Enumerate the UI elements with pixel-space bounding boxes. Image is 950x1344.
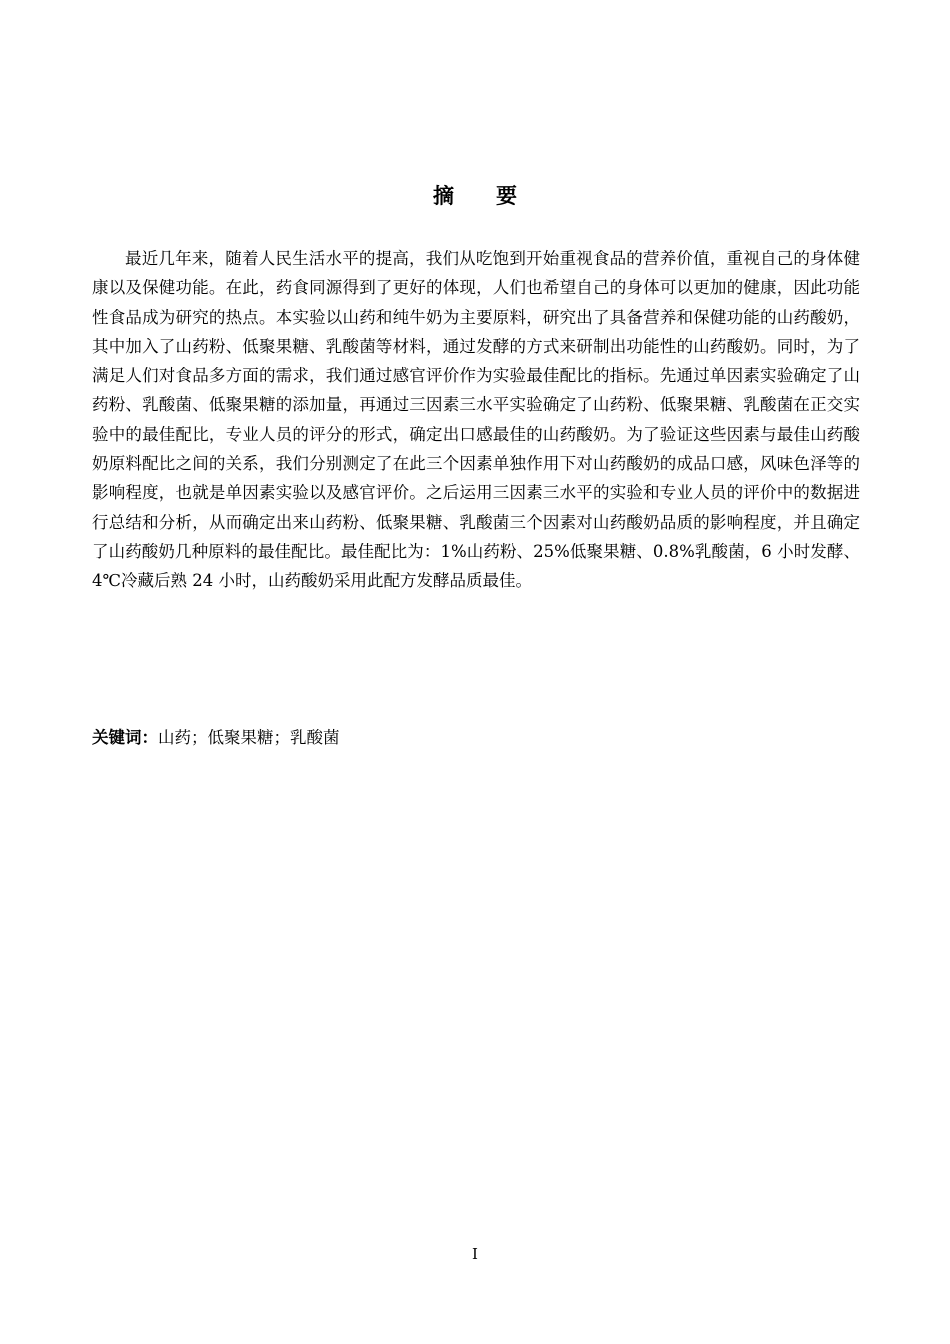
keywords-line [92, 723, 860, 752]
title-char-2: 要 [496, 184, 517, 208]
page-number: I [472, 1245, 478, 1263]
abstract-paragraph: 最近几年来，随着人民生活水平的提高，我们从吃饱到开始重视食品的营养价值，重视自己的身体健康以及保健功能。在此，药食同源得到了更好的体现，人们也希望自己的身体可以更加的健康，因此功能性食品成为研究的热点。本实验以山药和纯牛奶为主要原料，研究出了具备营养和保健功能的山药酸奶，其中加入了山药粉、低聚果糖、乳酸菌等材料，通过发酵的方式来研制出功能性的山药酸奶。同时，为了满足人们对食品多方面的需求，我们通过感官评价作为实验最佳配比的指标。先通过单因素实验确定了山药粉、乳酸菌、低聚果糖的添加量，再通过三因素三水平实验确定了山药粉、低聚果糖、乳酸菌在正交实验中的最佳配比，专业人员的评分的形式，确定出口感最佳的山药酸奶。为了验证这些因素与最佳山药酸奶原料配比之间的关系，我们分别测定了在此三个因素单独作用下对山药酸奶的成品口感，风味色泽等的影响程度，也就是单因素实验以及感官评价。之后运用三因素三水平的实验和专业人员的评价中的数据进行总结和分析，从而确定出来山药粉、低聚果糖、乳酸菌三个因素对山药酸奶品质的影响程度，并且确定了山药酸奶几种原料的最佳配比。最佳配比为：1%山药粉、25%低聚果糖、0.8%乳酸菌，6 小时发酵、4℃冷藏后熟 24 小时，山药酸奶采用此配方发酵品质最佳。 [92, 249, 860, 591]
keywords-value: 山药；低聚果糖；乳酸菌 [158, 728, 340, 747]
page-title [0, 180, 950, 210]
keywords-label: 关键词： [92, 728, 158, 747]
title-char-1: 摘 [433, 184, 454, 208]
